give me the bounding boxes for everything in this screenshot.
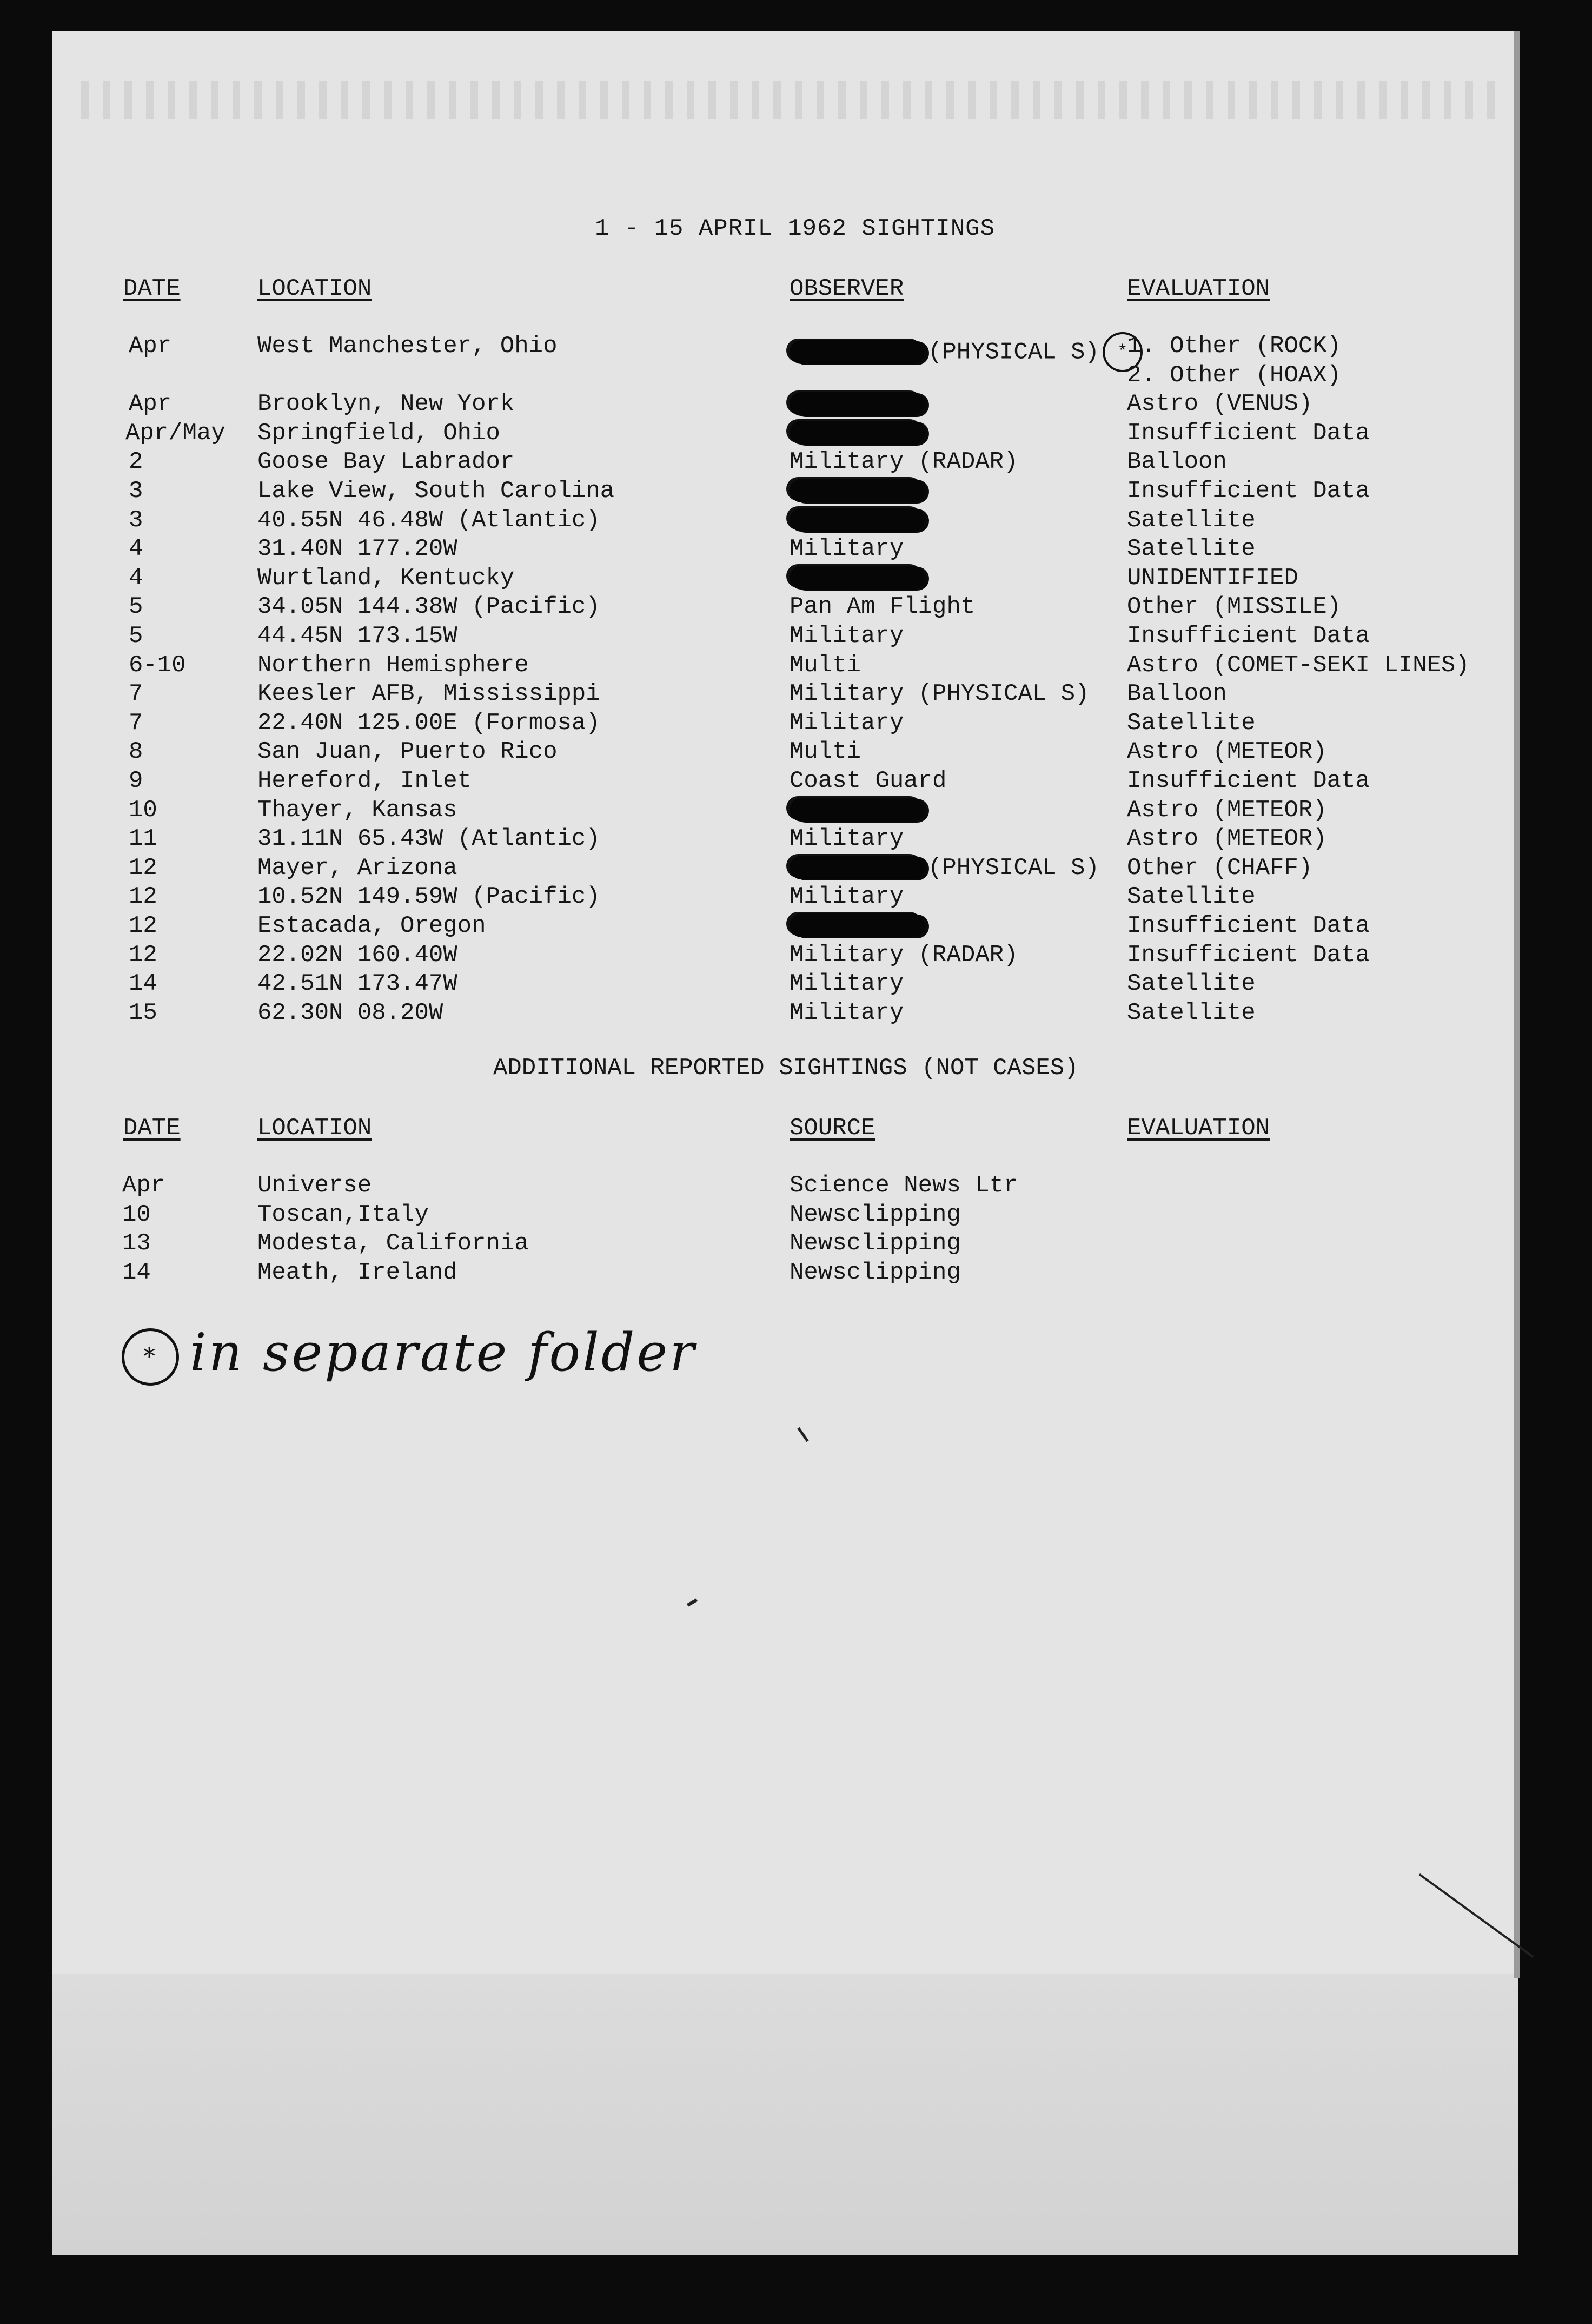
redaction-block	[790, 913, 925, 937]
row-date: 12	[129, 941, 157, 969]
row-location: Modesta, California	[257, 1230, 529, 1257]
row-date: 13	[122, 1230, 151, 1257]
row-date: 5	[129, 623, 143, 650]
row-location: 40.55N 46.48W (Atlantic)	[257, 506, 600, 534]
row-date: 10	[129, 796, 157, 824]
row-location: Northern Hemisphere	[257, 651, 529, 679]
table-row	[0, 825, 1592, 854]
table-row	[0, 796, 1592, 825]
row-observer	[790, 651, 861, 680]
row-observer	[790, 767, 946, 796]
row-source: Science News Ltr	[790, 1172, 1018, 1199]
additional-header-location: LOCATION	[257, 1115, 372, 1142]
header-location: LOCATION	[257, 275, 372, 302]
row-evaluation: Satellite	[1127, 535, 1256, 563]
table-row	[0, 1229, 1592, 1259]
table-row	[0, 622, 1592, 651]
row-observer	[790, 941, 1018, 970]
row-date: 12	[129, 883, 157, 911]
table-row	[0, 651, 1592, 680]
row-observer	[790, 477, 928, 506]
handwritten-note	[122, 1322, 696, 1386]
row-evaluation: Satellite	[1127, 999, 1256, 1027]
table-row	[0, 1259, 1592, 1288]
row-observer-text: Military	[790, 883, 904, 911]
row-location: Thayer, Kansas	[257, 796, 457, 824]
redaction-block	[790, 479, 925, 502]
row-observer-text: Military (RADAR)	[790, 941, 1018, 969]
row-evaluation: Insufficient Data	[1127, 623, 1370, 650]
row-date: 15	[129, 999, 157, 1027]
table-row	[0, 332, 1592, 366]
row-observer	[790, 738, 861, 767]
redaction-block	[790, 392, 925, 416]
header-noise-strip	[81, 81, 1498, 119]
row-date: 11	[129, 825, 157, 853]
row-date: 3	[129, 506, 143, 534]
row-observer-text: Military	[790, 825, 904, 853]
row-location: Goose Bay Labrador	[257, 448, 515, 476]
row-evaluation: Other (CHAFF)	[1127, 854, 1313, 882]
header-date: DATE	[123, 275, 181, 302]
row-evaluation: 2. Other (HOAX)	[1127, 361, 1342, 389]
row-location: Keesler AFB, Mississippi	[257, 680, 600, 708]
row-observer-text: Multi	[790, 651, 861, 679]
row-evaluation: Satellite	[1127, 506, 1256, 534]
redaction-block	[790, 421, 925, 445]
row-location: Lake View, South Carolina	[257, 478, 615, 505]
table-row	[0, 593, 1592, 622]
handwritten-note-text: in separate folder	[190, 1322, 697, 1383]
table-row-continued	[0, 361, 1592, 390]
table-row	[0, 1201, 1592, 1230]
row-date: Apr	[129, 390, 172, 418]
row-observer-text: Military	[790, 623, 904, 650]
table-row	[0, 1171, 1592, 1201]
row-observer-text: Multi	[790, 738, 861, 766]
row-date: 12	[129, 912, 157, 939]
row-observer-text: (PHYSICAL S)	[928, 854, 1099, 882]
row-date: 9	[129, 767, 143, 794]
row-location: Hereford, Inlet	[257, 767, 472, 794]
row-date: 8	[129, 738, 143, 766]
row-location: Mayer, Arizona	[257, 854, 457, 882]
table-row	[0, 999, 1592, 1028]
row-evaluation: Insufficient Data	[1127, 941, 1370, 969]
table-row	[0, 970, 1592, 999]
row-location: Brooklyn, New York	[257, 390, 515, 418]
row-evaluation: Other (MISSILE)	[1127, 593, 1342, 621]
paper-bottom-shadow	[52, 1974, 1518, 2255]
row-location: Wurtland, Kentucky	[257, 564, 515, 592]
row-location: 10.52N 149.59W (Pacific)	[257, 883, 600, 911]
row-location: Universe	[257, 1172, 372, 1199]
row-location: 62.30N 08.20W	[257, 999, 443, 1027]
row-evaluation: Astro (METEOR)	[1127, 825, 1327, 853]
row-observer	[790, 419, 928, 448]
table-row	[0, 883, 1592, 912]
additional-table	[0, 1171, 1592, 1301]
table-row	[0, 390, 1592, 419]
row-evaluation: Balloon	[1127, 448, 1227, 476]
row-observer	[790, 506, 928, 535]
row-date: 14	[122, 1259, 151, 1286]
redaction-block	[790, 856, 925, 879]
table-row	[0, 854, 1592, 883]
row-observer	[790, 622, 904, 651]
row-evaluation: Astro (METEOR)	[1127, 738, 1327, 766]
row-location: 31.11N 65.43W (Atlantic)	[257, 825, 600, 853]
row-observer	[790, 709, 904, 738]
table-row	[0, 506, 1592, 535]
header-evaluation: EVALUATION	[1127, 275, 1270, 302]
asterisk-mark: *	[1103, 332, 1143, 372]
row-date: 7	[129, 680, 143, 708]
row-observer-text: Military (RADAR)	[790, 448, 1018, 476]
redaction-block	[790, 566, 925, 590]
row-source: Newsclipping	[790, 1230, 961, 1257]
row-location: 22.40N 125.00E (Formosa)	[257, 709, 600, 737]
table-row	[0, 419, 1592, 448]
row-date: 4	[129, 564, 143, 592]
row-observer	[790, 390, 928, 419]
row-evaluation: Insufficient Data	[1127, 478, 1370, 505]
row-location: 34.05N 144.38W (Pacific)	[257, 593, 600, 621]
table-row	[0, 477, 1592, 506]
row-observer	[790, 854, 1099, 883]
row-evaluation: 1. Other (ROCK)	[1127, 333, 1342, 360]
row-location: San Juan, Puerto Rico	[257, 738, 558, 766]
row-date: 12	[129, 854, 157, 882]
table-row	[0, 535, 1592, 564]
table-row	[0, 767, 1592, 796]
row-date: 5	[129, 593, 143, 621]
row-location: 22.02N 160.40W	[257, 941, 457, 969]
row-evaluation: Insufficient Data	[1127, 767, 1370, 794]
row-date: 7	[129, 709, 143, 737]
row-observer	[790, 825, 904, 854]
row-observer	[790, 680, 1090, 709]
row-evaluation: Satellite	[1127, 709, 1256, 737]
row-date: 4	[129, 535, 143, 563]
additional-title: ADDITIONAL REPORTED SIGHTINGS (NOT CASES)	[493, 1055, 1079, 1082]
row-observer	[790, 535, 904, 564]
table-row	[0, 564, 1592, 593]
table-row	[0, 709, 1592, 738]
row-observer	[790, 564, 928, 593]
table-row	[0, 912, 1592, 941]
row-date: 10	[122, 1201, 151, 1228]
row-evaluation: Astro (COMET-SEKI LINES)	[1127, 651, 1470, 679]
row-observer	[790, 593, 975, 622]
row-location: 31.40N 177.20W	[257, 535, 457, 563]
row-observer	[790, 796, 928, 825]
row-observer	[790, 970, 904, 999]
row-location: Toscan,Italy	[257, 1201, 429, 1228]
row-evaluation: Satellite	[1127, 883, 1256, 911]
additional-header-date: DATE	[123, 1115, 181, 1142]
row-date: 3	[129, 478, 143, 505]
table-row	[0, 941, 1592, 970]
row-date: 2	[129, 448, 143, 476]
redaction-block	[790, 508, 925, 532]
row-observer-text: Military	[790, 535, 904, 563]
row-evaluation: Astro (VENUS)	[1127, 390, 1313, 418]
sightings-table	[0, 332, 1592, 1035]
row-observer-text: Military	[790, 970, 904, 998]
row-location: 44.45N 173.15W	[257, 623, 457, 650]
row-location: Estacada, Oregon	[257, 912, 486, 939]
row-evaluation: UNIDENTIFIED	[1127, 564, 1298, 592]
row-source: Newsclipping	[790, 1259, 961, 1286]
additional-header-evaluation: EVALUATION	[1127, 1115, 1270, 1142]
table-row	[0, 680, 1592, 709]
redaction-block	[790, 340, 925, 364]
row-location: West Manchester, Ohio	[257, 333, 558, 360]
additional-header-source: SOURCE	[790, 1115, 875, 1142]
row-date: Apr	[122, 1172, 165, 1199]
row-date: Apr/May	[125, 419, 225, 447]
row-evaluation: Insufficient Data	[1127, 419, 1370, 447]
row-observer	[790, 448, 1018, 477]
row-location: Springfield, Ohio	[257, 419, 500, 447]
row-date: 14	[129, 970, 157, 998]
row-evaluation: Balloon	[1127, 680, 1227, 708]
row-observer-text: (PHYSICAL S)	[928, 339, 1099, 366]
row-observer-text: Military	[790, 999, 904, 1027]
row-evaluation: Satellite	[1127, 970, 1256, 998]
table-row	[0, 738, 1592, 767]
row-date: 6-10	[129, 651, 186, 679]
asterisk-circle-mark: *	[122, 1328, 179, 1386]
row-observer-text: Military	[790, 709, 904, 737]
row-location: Meath, Ireland	[257, 1259, 457, 1286]
redaction-block	[790, 798, 925, 822]
row-evaluation: Insufficient Data	[1127, 912, 1370, 939]
table-row	[0, 448, 1592, 477]
row-observer-text: Pan Am Flight	[790, 593, 976, 621]
row-date: Apr	[129, 333, 172, 360]
document-title: 1 - 15 APRIL 1962 SIGHTINGS	[595, 215, 995, 242]
row-observer-text: Military (PHYSICAL S)	[790, 680, 1090, 708]
row-observer	[790, 883, 904, 912]
row-observer	[790, 999, 904, 1028]
header-observer: OBSERVER	[790, 275, 904, 302]
row-observer	[790, 912, 928, 941]
row-observer-text: Coast Guard	[790, 767, 947, 794]
row-location: 42.51N 173.47W	[257, 970, 457, 998]
row-source: Newsclipping	[790, 1201, 961, 1228]
row-evaluation: Astro (METEOR)	[1127, 796, 1327, 824]
